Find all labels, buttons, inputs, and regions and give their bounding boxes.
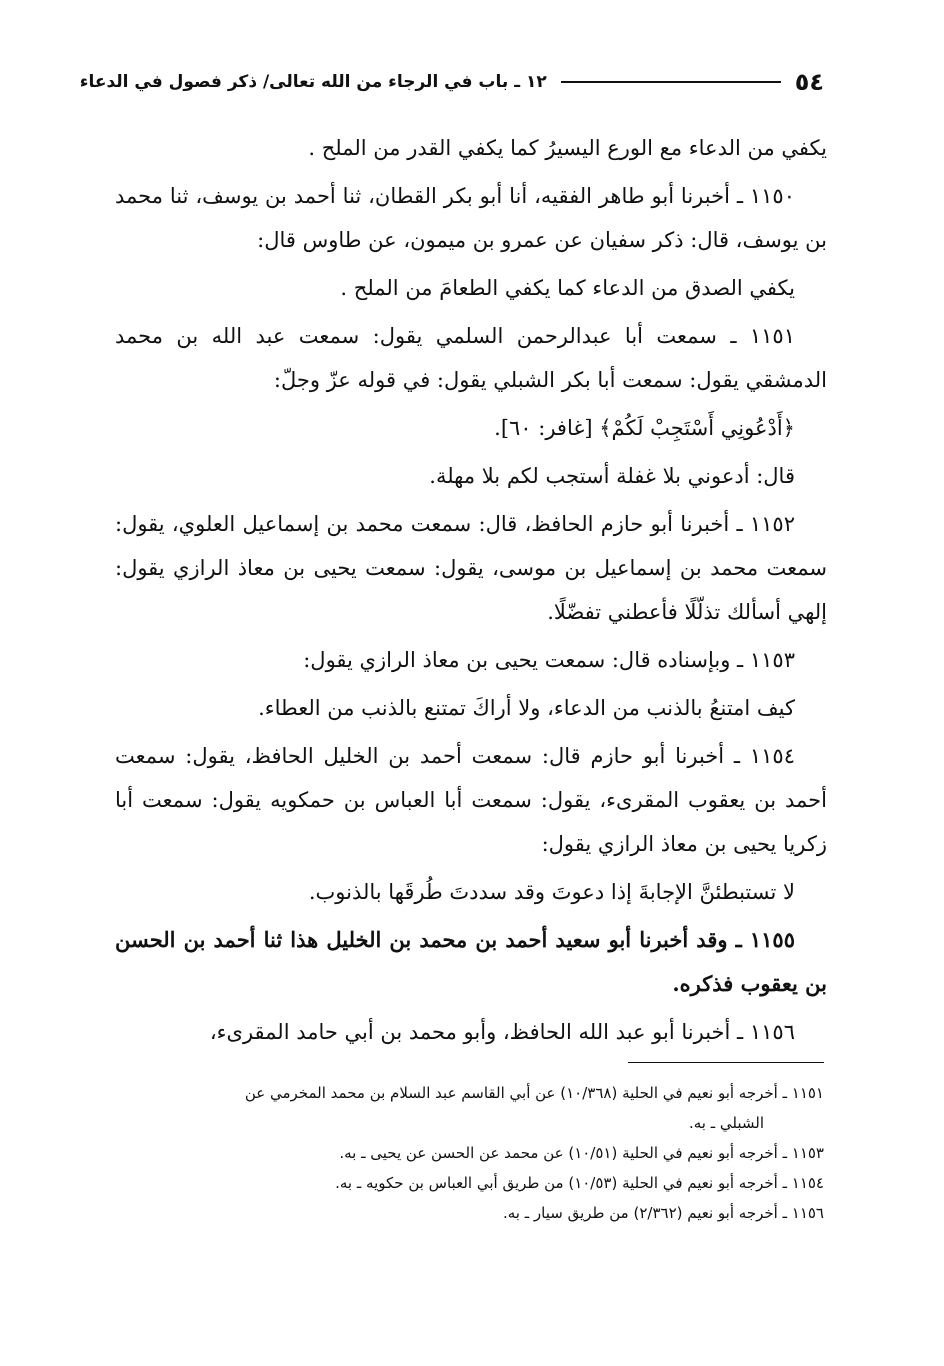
quran-verse: ﴿أَدْعُونِي أَسْتَجِبْ لَكُمْ﴾ [غافر: ٦٠].	[494, 416, 795, 440]
footnote-1156: ١١٥٦ ـ أخرجه أبو نعيم (٢/٣٦٢) من طريق سيار ـ به.	[503, 1204, 824, 1222]
running-title: ١٢ ـ باب في الرجاء من الله تعالى/ ذكر فصول في الدعاء	[79, 72, 547, 92]
footnote-separator	[628, 1062, 824, 1063]
paragraph-quote-3: قال: أدعوني بلا غفلة أستجب لكم بلا مهلة.	[429, 464, 795, 488]
hadith-1151: ١١٥١ ـ سمعت أبا عبدالرحمن السلمي يقول: سمعت عبد الله بن محمد الدمشقي يقول: سمعت أبا بكر الشبلي يقول: في قوله عزّ وجلّ:	[115, 324, 827, 392]
footnote-1154: ١١٥٤ ـ أخرجه أبو نعيم في الحلية (١٠/٥٣) من طريق أبي العباس بن حكويه ـ به.	[335, 1174, 824, 1192]
footnote-1151-continued: الشبلي ـ به.	[688, 1114, 764, 1132]
footnote-1151: ١١٥١ ـ أخرجه أبو نعيم في الحلية (١٠/٣٦٨) عن أبي القاسم عبد السلام بن محمد المخرمي عن	[244, 1084, 824, 1102]
header-rule	[561, 81, 781, 83]
paragraph-quote-2: يكفي الصدق من الدعاء كما يكفي الطعامَ من الملح .	[340, 276, 795, 300]
hadith-1153: ١١٥٣ ـ وبإسناده قال: سمعت يحيى بن معاذ الرازي يقول:	[303, 648, 795, 672]
footnote-1153: ١١٥٣ ـ أخرجه أبو نعيم في الحلية (١٠/٥١) عن محمد عن الحسن عن يحيى ـ به.	[339, 1144, 824, 1162]
hadith-1155: ١١٥٥ ـ وقد أخبرنا أبو سعيد أحمد بن محمد بن الخليل هذا ثنا أحمد بن الحسن بن يعقوب فذكره.	[115, 927, 827, 996]
paragraph-quote-4: كيف امتنعُ بالذنب من الدعاء، ولا أراكَ تمتنع بالذنب من العطاء.	[258, 696, 795, 720]
main-text	[115, 126, 827, 1058]
hadith-1156: ١١٥٦ ـ أخبرنا أبو عبد الله الحافظ، وأبو محمد بن أبي حامد المقرىء،	[209, 1020, 795, 1044]
hadith-1152: ١١٥٢ ـ أخبرنا أبو حازم الحافظ، قال: سمعت محمد بن إسماعيل العلوي، يقول: سمعت محمد بن إسماعيل بن موسى، يقول: سمعت يحيى بن معاذ الرازي يقول: إلهي أسألك تذلّلًا فأعطني تفضّلًا.	[115, 512, 827, 624]
page-number: ٥٤	[794, 68, 824, 96]
hadith-1154: ١١٥٤ ـ أخبرنا أبو حازم قال: سمعت أحمد بن الخليل الحافظ، يقول: سمعت أحمد بن يعقوب المقرىء، يقول: سمعت أبا العباس بن حمكويه يقول: سمعت أبا زكريا يحيى بن معاذ الرازي يقول:	[115, 744, 827, 856]
paragraph-quote-5: لا تستبطئنَّ الإجابةَ إذا دعوتَ وقد سددتَ طُرقَها بالذنوب.	[308, 880, 795, 904]
page-header	[79, 64, 824, 100]
paragraph-quote-1: يكفي من الدعاء مع الورع اليسيرُ كما يكفي القدر من الملح .	[308, 136, 827, 160]
footnotes	[110, 1078, 824, 1228]
hadith-1150: ١١٥٠ ـ أخبرنا أبو طاهر الفقيه، أنا أبو بكر القطان، ثنا أحمد بن يوسف، ثنا محمد بن يوسف، قال: ذكر سفيان عن عمرو بن ميمون، عن طاوس قال:	[115, 184, 827, 252]
